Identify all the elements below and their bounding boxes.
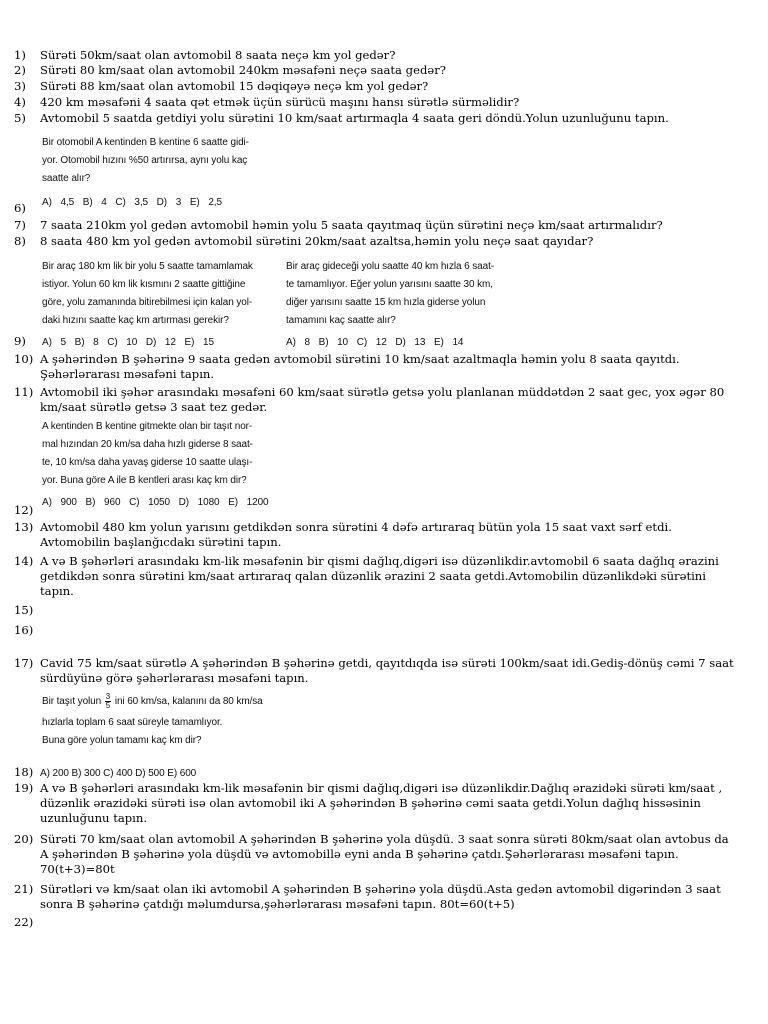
- question-17: 17) Cavid 75 km/saat sürətlə A şəhərindən B şəhərinə getdi, qayıtdıqda isə sürəti 100km/saat idi.Gediş-dönüş cəmi 7 saat sürdüyünə görə şəhərlərarası məsafəni tapın.: [14, 656, 734, 685]
- answer-options: A) 900 B) 960 C) 1050 D) 1080 E) 1200: [42, 497, 269, 508]
- question-12: 12): [14, 503, 34, 517]
- scan-line: tamamını kaç saatte alır?: [286, 315, 396, 326]
- scan-line: diğer yarısını saatte 15 km hızla giderse yolun: [286, 297, 486, 308]
- scanned-problem-12: [42, 418, 276, 512]
- question-2: 2) Sürəti 80 km/saat olan avtomobil 240km məsafəni neçə saata gedər?: [14, 63, 446, 77]
- scan-line: te tamamlıyor. Eğer yolun yarısını saatte 30 km,: [286, 279, 493, 290]
- question-1: 1) Sürəti 50km/saat olan avtomobil 8 saata neçə km yol gedər?: [14, 48, 396, 62]
- scan-line: daki hızını saatte kaç km artırması gerekir?: [42, 315, 229, 326]
- scan-line: te, 10 km/sa daha yavaş giderse 10 saatte ulaşı-: [42, 457, 253, 468]
- scan-line: göre, yolu zamanında bitirebilmesi için kalan yol-: [42, 297, 253, 308]
- scan-line: Bir araç 180 km lik bir yolu 5 saatte tamamlamak: [42, 261, 253, 272]
- question-21: 21) Sürətləri və km/saat olan iki avtomobil A şəhərindən B şəhərinə yola düşdü.Asta gedən avtomobil digərindən 3 saat sonra B şəhərinə çatdığı məlumdursa,şəhərlərarası məsafəni tapın. 80t=60(t+5): [14, 882, 721, 911]
- scan-line: yor. Buna göre A ile B kentleri arası kaç km dir?: [42, 475, 247, 486]
- question-15: 15): [14, 603, 34, 617]
- question-18: 18) A) 200 B) 300 C) 400 D) 500 E) 600: [14, 765, 197, 779]
- question-10: 10) A şəhərindən B şəhərinə 9 saata gedən avtomobil sürətini 10 km/saat azaltmaqla həmin yolu 8 saata qayıtdı. Şəhərlərarası məsafəni tapın.: [14, 352, 680, 381]
- answer-options: A) 8 B) 10 C) 12 D) 13 E) 14: [286, 337, 464, 348]
- answer-options: A) 200 B) 300 C) 400 D) 500 E) 600: [40, 768, 197, 779]
- question-19: 19) A və B şəhərləri arasındakı km-lik məsafənin bir qismi dağlıq,digəri isə düzənlikdir.Dağlıq ərazidəki sürəti km/saat , düzənlik ərazidəki sürəti isə olan avtomobil iki A şəhərindən B şəhərinə cəmi saata getdi.Yolun dağlıq hissəsinin uzunluğunu tapın.: [14, 781, 723, 825]
- question-11: 11) Avtomobil iki şəhər arasındakı məsafəni 60 km/saat sürətlə getsə yolu planlanan müddətdən 2 saat gec, yox əgər 80 km/saat sürətlə getsə 3 saat tez gedər.: [14, 385, 725, 414]
- question-16: 16): [14, 623, 34, 637]
- question-13: 13) Avtomobil 480 km yolun yarısını getdikdən sonra sürətini 4 dəfə artıraraq bütün yola 15 saat vaxt sərf etdi. Avtomobilin başlanğıcdakı sürətini tapın.: [14, 520, 672, 549]
- scan-line: yor. Otomobil hızını %50 artırırsa, aynı yolu kaç: [42, 155, 248, 166]
- question-14: 14) A və B şəhərləri arasındakı km-lik məsafənin bir qismi dağlıq,digəri isə düzənlikdir.avtomobil 6 saata dağlıq ərazini getdikdən sonra sürətini km/saat artıraraq qalan düzənlik ərazini 2 saata getdi.Avtomobilin düzənlikdəki sürətini tapın.: [14, 554, 719, 598]
- scan-line: hızlarla toplam 6 saat süreyle tamamlıyor.: [42, 717, 223, 729]
- question-7: 7) 7 saata 210km yol gedən avtomobil həmin yolu 5 saata qayıtmaq üçün sürətini neçə km/saat artırmalıdır?: [14, 218, 663, 232]
- answer-options: A) 5 B) 8 C) 10 D) 12 E) 15: [42, 337, 214, 348]
- scan-line: Bir taşıt yolun $\frac{3}{5}$ ini 60 km/sa, kalanını da 80 km/sa: [42, 692, 263, 710]
- question-20: 20) Sürəti 70 km/saat olan avtomobil A şəhərindən B şəhərinə yola düşdü. 3 saat sonra sürəti 80km/saat olan avtobus da A şəhərindən B şəhərinə yola düşdü və avtomobillə eyni anda B şəhərinə çatdı.Şəhərlərarası məsafəni tapın. 70(t+3)=80t: [14, 832, 729, 876]
- question-8: 8) 8 saata 480 km yol gedən avtomobil sürətini 20km/saat azaltsa,həmin yolu neçə saat qayıdar?: [14, 234, 594, 248]
- scan-line: istiyor. Yolun 60 km lik kısmını 2 saatte gittiğine: [42, 279, 246, 290]
- question-4: 4) 420 km məsafəni 4 saata qət etmək üçün sürücü maşını hansı sürətlə sürməlidir?: [14, 95, 520, 109]
- question-6: 6): [14, 201, 26, 215]
- scanned-problem-18: [42, 693, 282, 750]
- question-3: 3) Sürəti 88 km/saat olan avtomobil 15 dəqiqəyə neçə km yol gedər?: [14, 79, 429, 93]
- question-9: 9): [14, 334, 26, 348]
- fraction: $\frac{3}{5}$: [105, 692, 111, 710]
- answer-options: A) 4,5 B) 4 C) 3,5 D) 3 E) 2,5: [42, 197, 222, 208]
- scan-line: saatte alır?: [42, 173, 91, 184]
- scan-line: A kentinden B kentine gitmekte olan bir taşıt nor-: [42, 421, 253, 432]
- scan-line: Buna göre yolun tamamı kaç km dir?: [42, 735, 202, 747]
- scan-line: Bir otomobil A kentinden B kentine 6 saatte gidi-: [42, 137, 249, 148]
- question-22: 22): [14, 915, 34, 929]
- scan-line: Bir araç gideceği yolu saatte 40 km hızla 6 saat-: [286, 261, 494, 272]
- question-5: 5) Avtomobil 5 saatda getdiyi yolu sürətini 10 km/saat artırmaqla 4 saata geri döndü.Yolun uzunluğunu tapın.: [14, 111, 669, 125]
- scan-line: mal hızından 20 km/sa daha hızlı giderse 8 saat-: [42, 439, 253, 450]
